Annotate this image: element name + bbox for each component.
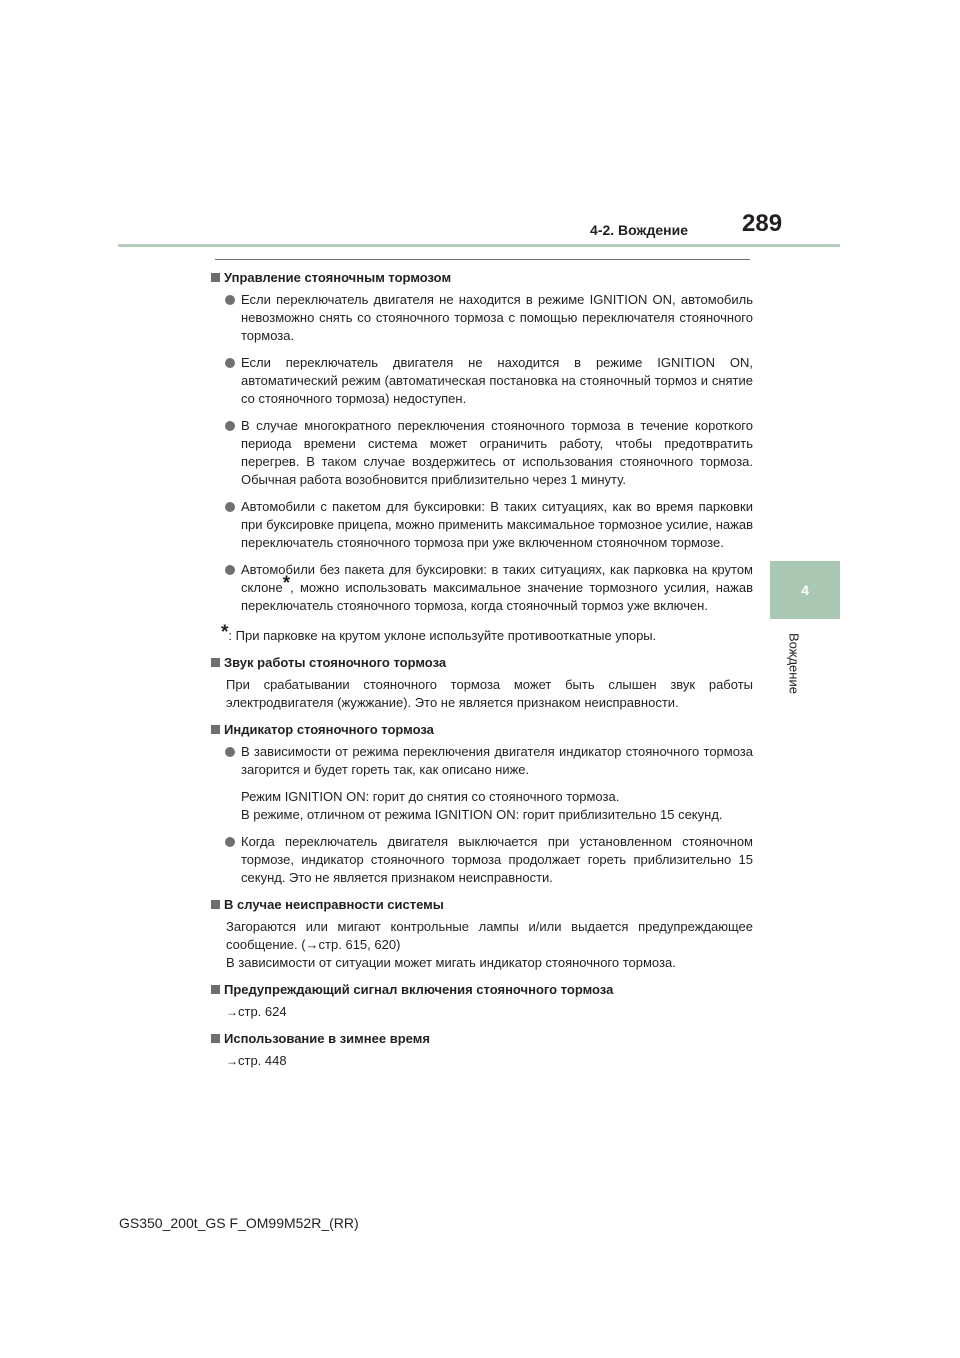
mode-line: Режим IGNITION ON: горит до снятия со стояночного тормоза. [241,789,620,804]
footnote-marker: * [282,573,291,594]
bullet-item: В зависимости от режима переключения двигателя индикатор стояночного тормоза загорится и будет гореть так, как описано ниже. [223,743,753,779]
section-heading-warning-buzzer: Предупреждающий сигнал включения стояночного тормоза [208,981,753,999]
page-reference [226,1052,753,1070]
bullet-item: В случае многократного переключения стояночного тормоза в течение короткого периода времени система может ограничить работу, чтобы предотвратить перегрев. В таком случае воздержитесь от использования стояночного тормоза. Обычная работа возобновится приблизительно через 1 минуту. [223,417,753,489]
bullet-text: , можно использовать максимальное значение тормозного усилия, нажав переключатель стояночного тормоза, когда стояночный тормоз уже включен. [241,580,753,613]
section-heading-brake-sound: Звук работы стояночного тормоза [208,654,753,672]
page-reference-link[interactable]: стр. 448 [238,1053,287,1068]
section-heading-system-malfunction: В случае неисправности системы [208,896,753,914]
bullet-item: Если переключатель двигателя не находится в режиме IGNITION ON, автомобиль невозможно снять со стояночного тормоза с помощью переключателя стояночного тормоза. [223,291,753,345]
section-heading-brake-indicator: Индикатор стояночного тормоза [208,721,753,739]
section-title: 4-2. Вождение [590,222,688,238]
page-reference-link[interactable]: стр. 624 [238,1004,287,1019]
paragraph: При срабатывании стояночного тормоза может быть слышен звук работы электродвигателя (жужжание). Это не является признаком неисправности. [226,677,753,710]
mode-line: В режиме, отличном от режима IGNITION ON: горит приблизительно 15 секунд. [241,807,723,822]
footnote-star: * [221,622,229,643]
section-heading-winter-use: Использование в зимнее время [208,1030,753,1048]
bullet-item: Если переключатель двигателя не находится в режиме IGNITION ON, автоматический режим (автоматическая постановка на стояночный тормоз и снятие со стояночного тормоза) недоступен. [223,354,753,408]
bullet-item: Автомобили с пакетом для буксировки: В таких ситуациях, как во время парковки при буксировке прицепа, можно применить максимальное тормозное усилие, нажав переключатель стояночного тормоза при уже включенном стояночном тормозе. [223,498,753,552]
paragraph-line: В зависимости от ситуации может мигать индикатор стояночного тормоза. [226,955,676,970]
page-content [208,269,753,1079]
page-number: 289 [742,210,783,237]
arrow-right-icon: → [226,1054,238,1068]
page-reference [226,1003,753,1021]
bullet-text: Автомобили без пакета для буксировки: в таких ситуациях, как парковка на крутом склоне [241,562,753,595]
section-heading-parking-brake-operation: Управление стояночным тормозом [208,269,753,287]
chapter-tab [770,561,840,619]
chapter-tab-number: 4 [801,582,809,598]
footnote-text: : При парковке на крутом уклоне используйте противооткатные упоры. [228,628,657,643]
footer-model-code: GS350_200t_GS F_OM99M52R_(RR) [119,1215,359,1231]
bullet-item: Когда переключатель двигателя выключается при установленном стояночном тормозе, индикатор стояночного тормоза продолжает гореть приблизительно 15 секунд. Это не является признаком неисправности. [223,833,753,887]
paragraph [226,918,753,972]
content-divider [215,259,750,260]
indicator-modes [241,788,753,824]
footnote [221,624,753,645]
bullet-item [223,561,753,615]
paragraph-line: Загораются или мигают контрольные лампы и/или выдается предупреждающее сообщение. (→стр. 615, 620) [226,919,753,952]
arrow-right-icon: → [226,1005,238,1019]
chapter-tab-label: Вождение [786,632,802,694]
header-divider [118,244,840,247]
